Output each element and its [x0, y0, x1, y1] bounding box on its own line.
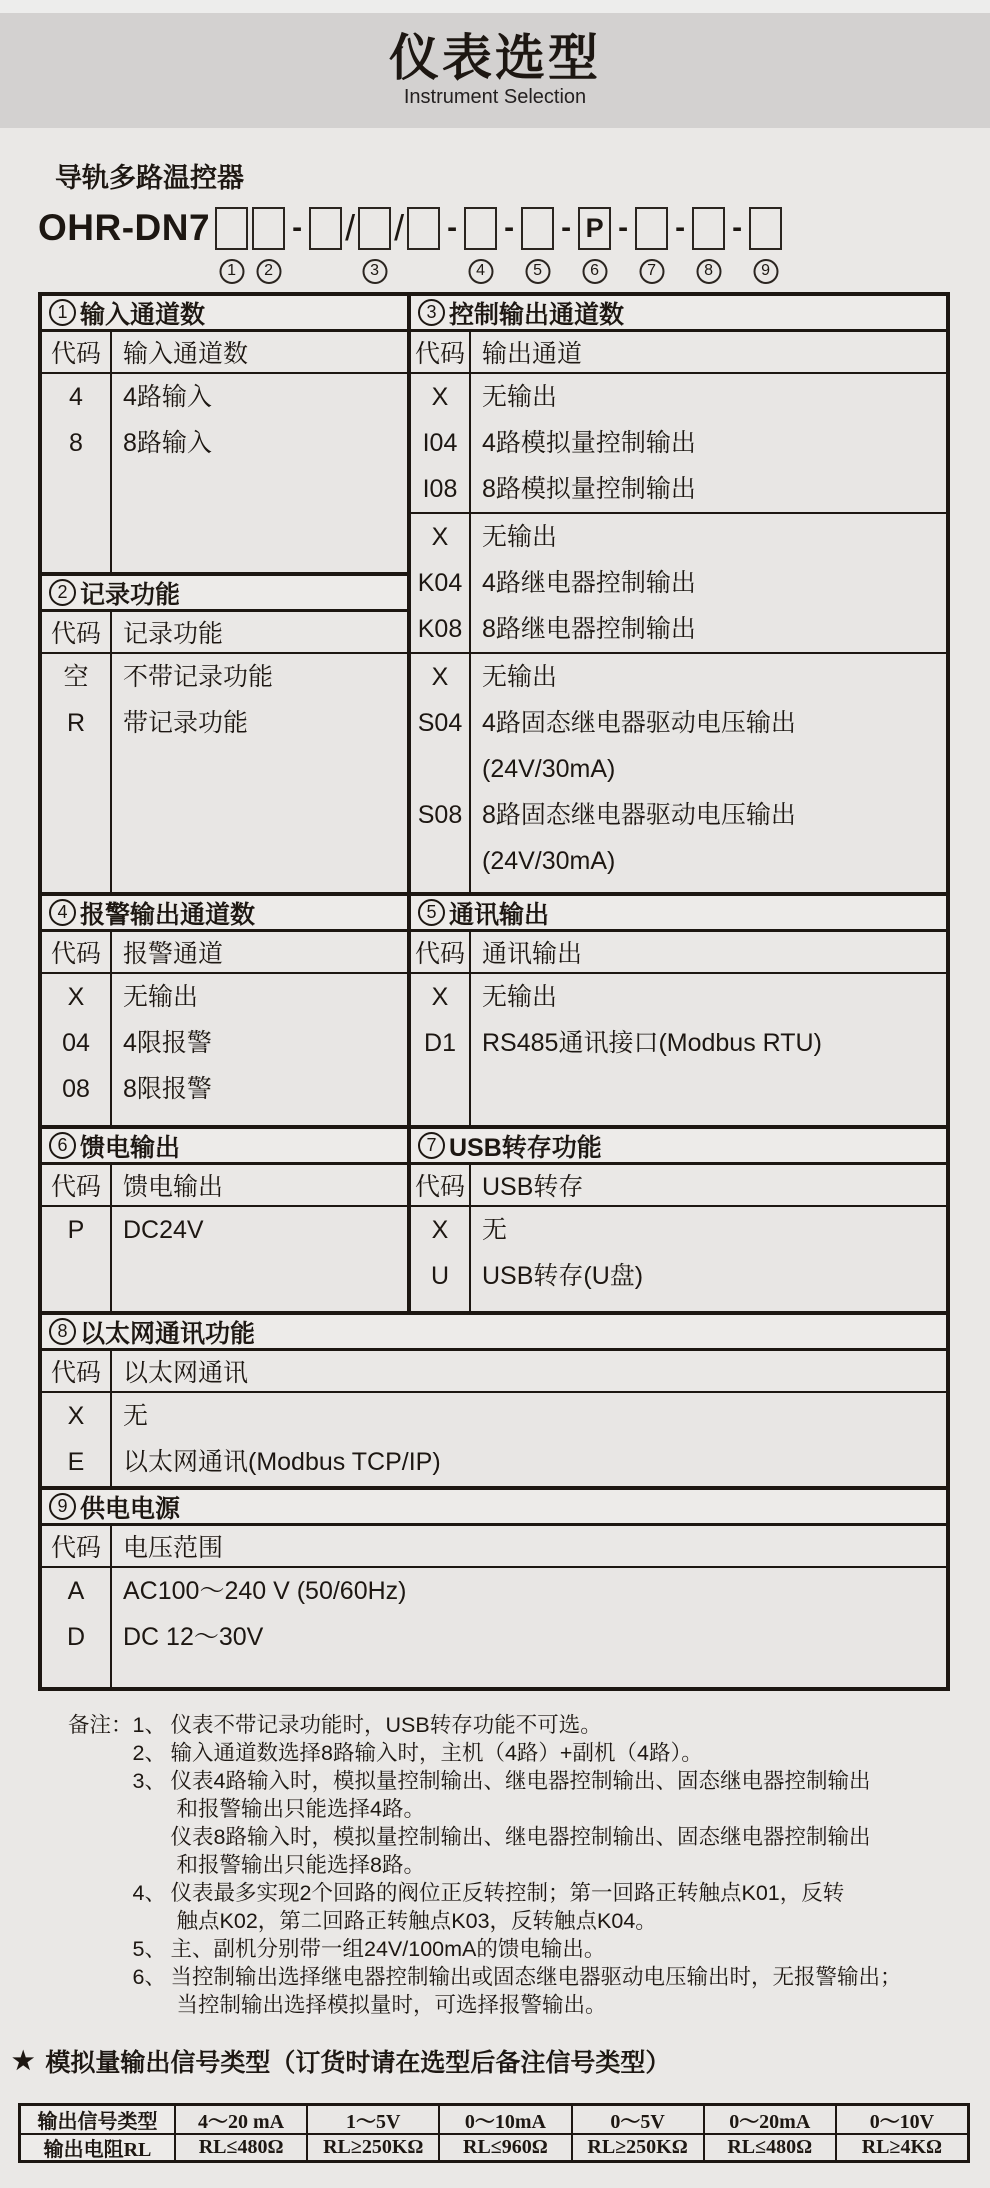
code-cell: S08	[417, 801, 463, 829]
header-code: 代码	[411, 1165, 471, 1205]
section-title-text: USB转存功能	[449, 1133, 602, 1162]
note-number: 4、	[132, 1881, 166, 1905]
desc-column	[112, 654, 407, 892]
note-number: 1、	[132, 1713, 166, 1737]
section-title	[42, 576, 407, 612]
note-number: 6、	[132, 1965, 166, 1989]
table-body	[42, 974, 407, 1125]
position-number-9: 9	[753, 259, 778, 284]
desc-column	[112, 1393, 946, 1486]
desc-cell: 4路固态继电器驱动电压输出	[482, 709, 796, 737]
desc-cell: DC 12～30V	[123, 1623, 264, 1651]
model-dash: -	[292, 211, 303, 244]
model-dash: -	[504, 211, 515, 244]
column-right	[411, 896, 946, 1125]
selection-table	[38, 292, 950, 1691]
table-header	[42, 612, 407, 654]
model-code-box	[252, 207, 285, 250]
section-comm-output	[411, 896, 946, 1125]
header-desc: 记录功能	[123, 620, 224, 648]
table-header	[411, 1165, 946, 1207]
resistance-cell: RL≥4KΩ	[835, 2133, 967, 2160]
model-code-box	[464, 207, 497, 250]
table-body	[42, 1568, 946, 1687]
model-box-unit	[519, 207, 556, 279]
resistance-cell: RL≤480Ω	[174, 2133, 306, 2160]
section-number-icon: 1	[49, 299, 76, 326]
note-item-3	[133, 1767, 952, 1879]
model-dash: -	[618, 211, 629, 244]
row-group	[411, 1207, 946, 1311]
section-input-channels	[42, 296, 407, 572]
position-number-7: 7	[639, 259, 664, 284]
note-number: 3、	[132, 1769, 166, 1793]
header-code: 代码	[411, 932, 471, 972]
desc-cell: 4路继电器控制输出	[482, 569, 696, 597]
section-number-icon: 7	[418, 1132, 445, 1159]
position-number-1: 1	[219, 259, 244, 284]
header-code: 代码	[411, 332, 471, 372]
code-cell: X	[67, 1402, 85, 1430]
table-body	[42, 1393, 946, 1486]
model-dash: -	[447, 211, 458, 244]
signal-cell: 0～10mA	[438, 2106, 570, 2133]
column-right	[411, 1129, 946, 1311]
signal-cell: 4～20 mA	[174, 2106, 306, 2133]
section-record-function	[42, 572, 407, 892]
code-cell: A	[67, 1577, 85, 1605]
analog-row2-label: 输出电阻RL	[21, 2133, 174, 2160]
header-desc: 以太网通讯	[123, 1359, 249, 1387]
model-code-box	[692, 207, 725, 250]
position-number-3: 3	[362, 259, 387, 284]
resistance-cell: RL≥250KΩ	[306, 2133, 438, 2160]
row-group	[411, 974, 946, 1125]
code-column	[42, 1393, 112, 1486]
section-number-icon: 9	[49, 1493, 76, 1520]
desc-cell: 8限报警	[123, 1075, 212, 1103]
table-header	[411, 332, 946, 374]
section-title	[42, 296, 407, 332]
model-code-box	[215, 207, 248, 250]
note-text	[171, 1767, 952, 1879]
section-title	[411, 1129, 946, 1165]
code-column	[411, 974, 471, 1125]
page-subtitle: Instrument Selection	[403, 86, 587, 109]
table-body	[42, 654, 407, 892]
table-body	[411, 374, 946, 892]
model-code-box-p: P	[578, 207, 611, 250]
code-cell: X	[431, 663, 449, 691]
desc-cell: 无	[482, 1216, 508, 1244]
note-line: 和报警输出只能选择4路。	[176, 1797, 425, 1821]
section-title-text: 馈电输出	[80, 1133, 181, 1162]
model-box-unit	[356, 207, 393, 279]
header-code: 代码	[42, 932, 112, 972]
row-group	[42, 1568, 946, 1687]
code-cell: D	[66, 1623, 86, 1651]
desc-cell: 4路输入	[123, 383, 212, 411]
model-slash: /	[345, 207, 356, 248]
header-desc: 电压范围	[123, 1534, 224, 1562]
table-header	[42, 332, 407, 374]
desc-column	[471, 514, 946, 652]
code-column	[42, 974, 112, 1125]
header-code: 代码	[42, 612, 112, 652]
code-cell: I08	[422, 475, 458, 503]
position-number-2: 2	[256, 259, 281, 284]
table-body	[411, 1207, 946, 1311]
row-group-ssr	[411, 654, 946, 892]
code-cell: K08	[417, 615, 463, 643]
row-group	[42, 1393, 946, 1486]
section-control-output	[411, 296, 946, 892]
section-title	[42, 896, 407, 932]
row-group-analog	[411, 374, 946, 514]
desc-cell: 8路模拟量控制输出	[482, 475, 696, 503]
note-text	[171, 1739, 952, 1767]
desc-cell-line2: (24V/30mA)	[482, 755, 616, 783]
code-cell: X	[431, 1216, 449, 1244]
desc-cell: 以太网通讯(Modbus TCP/IP)	[123, 1448, 441, 1476]
section-number-icon: 8	[49, 1318, 76, 1345]
note-text	[171, 1935, 952, 1963]
section-title-text: 输入通道数	[80, 300, 206, 329]
table-row-3	[42, 1125, 946, 1311]
code-cell: E	[67, 1448, 85, 1476]
model-code-box	[407, 207, 440, 250]
section-title-text: 通讯输出	[449, 900, 550, 929]
header-desc: 输入通道数	[123, 340, 249, 368]
column-right	[411, 296, 946, 892]
desc-cell: 8路继电器控制输出	[482, 615, 696, 643]
desc-column	[112, 1207, 407, 1311]
code-cell: K04	[417, 569, 463, 597]
section-power-supply	[42, 1486, 946, 1687]
position-number-8: 8	[696, 259, 721, 284]
section-title	[42, 1490, 946, 1526]
code-column	[42, 1568, 112, 1687]
section-number-icon: 4	[49, 899, 76, 926]
note-item-2	[133, 1739, 952, 1767]
model-box-unit	[576, 207, 613, 279]
signal-cell: 0～20mA	[703, 2106, 835, 2133]
desc-column	[471, 974, 946, 1125]
header-code: 代码	[42, 1165, 112, 1205]
code-cell: 4	[69, 383, 83, 411]
section-title	[42, 1129, 407, 1165]
position-number-4: 4	[468, 259, 493, 284]
table-body	[42, 1207, 407, 1311]
code-column	[411, 374, 471, 512]
desc-cell: 4限报警	[123, 1029, 212, 1057]
code-cell: X	[431, 383, 449, 411]
section-title-text: 以太网通讯功能	[80, 1319, 256, 1348]
resistance-cell: RL≤480Ω	[703, 2133, 835, 2160]
signal-cell: 1～5V	[306, 2106, 438, 2133]
model-box-unit	[690, 207, 727, 279]
header-desc: 馈电输出	[123, 1173, 224, 1201]
table-header	[42, 1165, 407, 1207]
column-left	[42, 296, 411, 892]
desc-cell: 不带记录功能	[123, 663, 274, 691]
note-line: 仪表4路输入时，模拟量控制输出、继电器控制输出、固态继电器控制输出	[170, 1769, 871, 1793]
row-group	[42, 654, 407, 892]
analog-row1-label: 输出信号类型	[21, 2106, 174, 2133]
section-title	[411, 896, 946, 932]
desc-cell: 无输出	[482, 523, 558, 551]
code-cell: X	[67, 983, 85, 1011]
product-name: 导轨多路温控器	[55, 163, 244, 193]
desc-cell: AC100～240 V (50/60Hz)	[123, 1577, 407, 1605]
code-cell: 8	[69, 429, 83, 457]
page-banner	[0, 13, 990, 128]
code-column	[42, 374, 112, 572]
section-title-text: 记录功能	[80, 580, 181, 609]
position-number-6: 6	[582, 259, 607, 284]
header-desc: 通讯输出	[482, 940, 583, 968]
note-line: 仪表不带记录功能时，USB转存功能不可选。	[170, 1713, 602, 1737]
desc-cell: 无	[123, 1402, 149, 1430]
code-column	[411, 514, 471, 652]
section-ethernet	[42, 1311, 946, 1486]
model-box-unit	[250, 207, 287, 279]
code-cell: P	[67, 1216, 85, 1244]
section-number-icon: 6	[49, 1132, 76, 1159]
signal-cell: 0～5V	[571, 2106, 703, 2133]
model-code-box	[309, 207, 342, 250]
top-strip	[0, 0, 990, 13]
note-line: 仪表8路输入时，模拟量控制输出、继电器控制输出、固态继电器控制输出	[170, 1825, 871, 1849]
code-column	[42, 654, 112, 892]
note-text	[171, 1711, 952, 1739]
header-code: 代码	[42, 332, 112, 372]
header-desc: USB转存	[482, 1173, 584, 1201]
desc-column	[112, 1568, 946, 1687]
desc-cell: 4路模拟量控制输出	[482, 429, 696, 457]
model-box-unit	[462, 207, 499, 279]
desc-column	[112, 374, 407, 572]
section-title	[42, 1315, 946, 1351]
model-code-box	[358, 207, 391, 250]
column-left	[42, 896, 411, 1125]
analog-heading-text: 模拟量输出信号类型（订货时请在选型后备注信号类型）	[45, 2049, 671, 2077]
row-group	[42, 974, 407, 1125]
model-code-line	[38, 204, 952, 279]
section-title-text: 控制输出通道数	[449, 300, 625, 329]
table-header	[411, 932, 946, 974]
notes-list	[133, 1711, 952, 2019]
table-header	[42, 932, 407, 974]
note-item-4	[133, 1879, 952, 1935]
position-number-5: 5	[525, 259, 550, 284]
note-text	[171, 1879, 952, 1935]
note-line: 当控制输出选择模拟量时，可选择报警输出。	[176, 1993, 607, 2017]
model-dash: -	[675, 211, 686, 244]
desc-column	[112, 974, 407, 1125]
header-desc: 报警通道	[123, 940, 224, 968]
desc-cell: 无输出	[482, 983, 558, 1011]
model-dash: -	[732, 211, 743, 244]
model-code-box	[521, 207, 554, 250]
note-line: 当控制输出选择继电器控制输出或固态继电器驱动电压输出时，无报警输出；	[170, 1965, 902, 1989]
model-code-box	[635, 207, 668, 250]
desc-cell: 无输出	[482, 663, 558, 691]
page-title: 仪表选型	[389, 29, 601, 86]
note-line: 和报警输出只能选择8路。	[176, 1853, 425, 1877]
desc-column	[471, 654, 946, 892]
page-content	[0, 156, 990, 2019]
code-cell: R	[66, 709, 86, 737]
table-row-1	[42, 296, 946, 892]
desc-cell: 8路输入	[123, 429, 212, 457]
code-cell: I04	[422, 429, 458, 457]
note-line: 触点K02，第二回路正转触点K03，反转触点K04。	[176, 1909, 657, 1933]
note-number: 5、	[132, 1937, 166, 1961]
desc-cell: 8路固态继电器驱动电压输出	[482, 801, 796, 829]
desc-cell-line2: (24V/30mA)	[482, 847, 616, 875]
row-group	[42, 374, 407, 572]
table-header	[42, 1526, 946, 1568]
code-cell: S04	[417, 709, 463, 737]
resistance-cell: RL≥250KΩ	[571, 2133, 703, 2160]
code-cell: 04	[62, 1029, 90, 1057]
note-line: 输入通道数选择8路输入时，主机（4路）+副机（4路）。	[170, 1741, 703, 1765]
desc-cell: RS485通讯接口(Modbus RTU)	[482, 1029, 822, 1057]
section-title-text: 供电电源	[80, 1494, 181, 1523]
table-body	[411, 974, 946, 1125]
desc-cell: 无输出	[123, 983, 199, 1011]
section-number-icon: 2	[49, 579, 76, 606]
section-number-icon: 3	[418, 299, 445, 326]
column-left	[42, 1129, 411, 1311]
desc-column	[471, 1207, 946, 1311]
notes-block	[38, 1711, 952, 2019]
model-box-unit	[213, 207, 250, 279]
desc-cell: DC24V	[123, 1216, 204, 1244]
section-feed-output	[42, 1129, 407, 1311]
table-body	[42, 374, 407, 572]
code-cell: 08	[62, 1075, 90, 1103]
section-title-text: 报警输出通道数	[80, 900, 256, 929]
note-item-1	[133, 1711, 952, 1739]
header-code: 代码	[42, 1526, 112, 1566]
code-cell: U	[430, 1262, 450, 1290]
model-dash: -	[561, 211, 572, 244]
note-item-5	[133, 1935, 952, 1963]
note-text	[171, 1963, 952, 2019]
desc-column	[471, 374, 946, 512]
section-usb-transfer	[411, 1129, 946, 1311]
analog-signal-heading	[0, 2043, 990, 2079]
desc-cell: USB转存(U盘)	[482, 1262, 644, 1290]
code-cell: 空	[63, 663, 89, 691]
note-item-6	[133, 1963, 952, 2019]
row-group	[42, 1207, 407, 1311]
desc-cell: 带记录功能	[123, 709, 249, 737]
code-cell: D1	[424, 1029, 456, 1057]
table-header	[42, 1351, 946, 1393]
section-number-icon: 5	[418, 899, 445, 926]
model-box-unit	[633, 207, 670, 279]
model-prefix: OHR-DN7	[38, 207, 211, 248]
notes-label: 备注：	[68, 1713, 133, 1737]
model-code-box	[749, 207, 782, 250]
star-icon: ★	[12, 2047, 35, 2075]
code-column	[411, 1207, 471, 1311]
header-desc: 输出通道	[482, 340, 583, 368]
signal-cell: 0～10V	[835, 2106, 967, 2133]
analog-signal-table	[18, 2103, 970, 2163]
note-number: 2、	[132, 1741, 166, 1765]
model-box-unit	[747, 207, 784, 279]
resistance-cell: RL≤960Ω	[438, 2133, 570, 2160]
desc-cell: 无输出	[482, 383, 558, 411]
code-cell: X	[431, 523, 449, 551]
note-line: 仪表最多实现2个回路的阀位正反转控制；第一回路正转触点K01，反转	[170, 1881, 845, 1905]
row-group-relay	[411, 514, 946, 654]
section-alarm-output	[42, 896, 407, 1125]
model-slash: /	[394, 207, 405, 248]
code-column	[42, 1207, 112, 1311]
code-cell: X	[431, 983, 449, 1011]
code-column	[411, 654, 471, 892]
header-code: 代码	[42, 1351, 112, 1391]
table-row-2	[42, 892, 946, 1125]
note-line: 主、副机分别带一组24V/100mA的馈电输出。	[170, 1937, 606, 1961]
section-title	[411, 296, 946, 332]
